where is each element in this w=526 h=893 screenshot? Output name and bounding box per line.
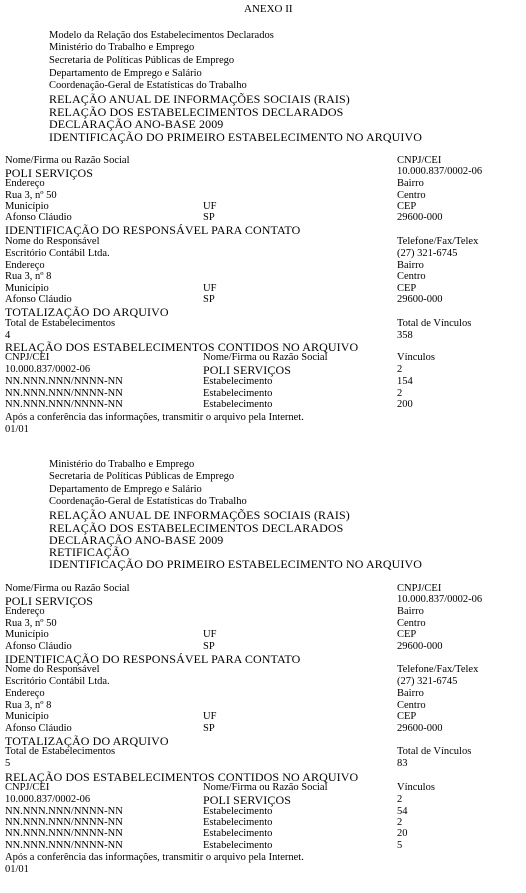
phone-label: Telefone/Fax/Telex: [397, 236, 479, 247]
header-line: Secretaria de Políticas Públicas de Emprego: [49, 471, 235, 482]
city-label: Município: [5, 283, 49, 294]
section-title: TOTALIZAÇÃO DO ARQUIVO: [5, 734, 169, 748]
cep-label: CEP: [397, 283, 417, 294]
header-title: IDENTIFICAÇÃO DO PRIMEIRO ESTABELECIMENTO NO ARQUIVO: [49, 130, 423, 144]
footer-note: Após a conferência das informações, transmitir o arquivo pela Internet.: [5, 412, 304, 423]
city-label: Município: [5, 711, 49, 722]
header-line: Ministério do Trabalho e Emprego: [49, 42, 195, 53]
name-label: Nome/Firma ou Razão Social: [5, 155, 130, 166]
section-title: TOTALIZAÇÃO DO ARQUIVO: [5, 305, 169, 319]
cnpj-label: CNPJ/CEI: [397, 583, 442, 594]
district-label: Bairro: [397, 606, 424, 617]
section-title: RELAÇÃO DOS ESTABELECIMENTOS CONTIDOS NO ARQUIVO: [5, 340, 359, 354]
establishment-city: Afonso Cláudio: [5, 641, 72, 652]
row-links: 5: [397, 840, 403, 851]
header-title: RELAÇÃO DOS ESTABELECIMENTOS DECLARADOS: [49, 521, 344, 535]
row-name: POLI SERVIÇOS: [203, 363, 292, 377]
responsible-label: Nome do Responsável: [5, 664, 100, 675]
contact-address: Rua 3, nº 8: [5, 700, 52, 711]
contact-district: Centro: [397, 700, 426, 711]
contact-cep: 29600-000: [397, 294, 443, 305]
section-title: IDENTIFICAÇÃO DO RESPONSÁVEL PARA CONTATO: [5, 223, 301, 237]
establishment-cnpj: 10.000.837/0002-06: [397, 594, 483, 605]
contact-phone: (27) 321-6745: [397, 248, 458, 259]
row-links: 54: [397, 806, 408, 817]
column-header: Nome/Firma ou Razão Social: [203, 352, 328, 363]
contact-uf: SP: [203, 723, 215, 734]
row-name: Estabelecimento: [203, 399, 273, 410]
district-label: Bairro: [397, 178, 424, 189]
establishment-cep: 29600-000: [397, 641, 443, 652]
row-name: Estabelecimento: [203, 828, 273, 839]
row-cnpj: NN.NNN.NNN/NNNN-NN: [5, 828, 123, 839]
establishment-name: POLI SERVIÇOS: [5, 166, 94, 180]
cnpj-label: CNPJ/CEI: [397, 155, 442, 166]
total-establishments-label: Total de Estabelecimentos: [5, 746, 116, 757]
header-line: Coordenação-Geral de Estatísticas do Trabalho: [49, 496, 247, 507]
city-label: Município: [5, 629, 49, 640]
row-links: 20: [397, 828, 408, 839]
establishment-address: Rua 3, nº 50: [5, 190, 57, 201]
row-name: Estabelecimento: [203, 817, 273, 828]
establishment-district: Centro: [397, 618, 426, 629]
column-header: Vínculos: [397, 352, 435, 363]
total-links-label: Total de Vínculos: [397, 746, 472, 757]
total-links-value: 83: [397, 758, 408, 769]
header-title: RELAÇÃO ANUAL DE INFORMAÇÕES SOCIAIS (RAIS): [49, 92, 350, 106]
establishment-district: Centro: [397, 190, 426, 201]
column-header: CNPJ/CEI: [5, 352, 50, 363]
city-label: Município: [5, 201, 49, 212]
contact-city: Afonso Cláudio: [5, 294, 72, 305]
total-establishments-value: 4: [5, 330, 11, 341]
name-label: Nome/Firma ou Razão Social: [5, 583, 130, 594]
uf-label: UF: [203, 711, 217, 722]
column-header: Nome/Firma ou Razão Social: [203, 782, 328, 793]
row-links: 2: [397, 794, 403, 805]
row-cnpj: NN.NNN.NNN/NNNN-NN: [5, 388, 123, 399]
establishment-name: POLI SERVIÇOS: [5, 594, 94, 608]
establishment-city: Afonso Cláudio: [5, 212, 72, 223]
contact-district: Centro: [397, 271, 426, 282]
district-label: Bairro: [397, 260, 424, 271]
cep-label: CEP: [397, 711, 417, 722]
establishment-uf: SP: [203, 641, 215, 652]
contact-phone: (27) 321-6745: [397, 676, 458, 687]
establishment-address: Rua 3, nº 50: [5, 618, 57, 629]
uf-label: UF: [203, 201, 217, 212]
responsible-name: Escritório Contábil Ltda.: [5, 676, 110, 687]
row-cnpj: 10.000.837/0002-06: [5, 794, 91, 805]
responsible-label: Nome do Responsável: [5, 236, 100, 247]
uf-label: UF: [203, 629, 217, 640]
cep-label: CEP: [397, 629, 417, 640]
header-title: DECLARAÇÃO ANO-BASE 2009: [49, 117, 224, 131]
address-label: Endereço: [5, 260, 45, 271]
section-title: IDENTIFICAÇÃO DO RESPONSÁVEL PARA CONTATO: [5, 652, 301, 666]
header-line: Modelo da Relação dos Estabelecimentos Declarados: [49, 30, 274, 41]
row-name: Estabelecimento: [203, 840, 273, 851]
row-cnpj: NN.NNN.NNN/NNNN-NN: [5, 817, 123, 828]
footer-note: Após a conferência das informações, transmitir o arquivo pela Internet.: [5, 852, 304, 863]
row-links: 200: [397, 399, 413, 410]
row-links: 2: [397, 817, 403, 828]
page-number: 01/01: [5, 424, 29, 435]
row-cnpj: NN.NNN.NNN/NNNN-NN: [5, 376, 123, 387]
row-cnpj: NN.NNN.NNN/NNNN-NN: [5, 399, 123, 410]
total-establishments-label: Total de Estabelecimentos: [5, 318, 116, 329]
header-line: Secretaria de Políticas Públicas de Emprego: [49, 55, 235, 66]
row-name: Estabelecimento: [203, 388, 273, 399]
annex-title: ANEXO II: [244, 3, 293, 15]
row-cnpj: NN.NNN.NNN/NNNN-NN: [5, 806, 123, 817]
row-cnpj: NN.NNN.NNN/NNNN-NN: [5, 840, 123, 851]
cep-label: CEP: [397, 201, 417, 212]
row-name: Estabelecimento: [203, 376, 273, 387]
row-links: 2: [397, 388, 403, 399]
establishment-cep: 29600-000: [397, 212, 443, 223]
header-title: RELAÇÃO DOS ESTABELECIMENTOS DECLARADOS: [49, 105, 344, 119]
address-label: Endereço: [5, 688, 45, 699]
header-line: Departamento de Emprego e Salário: [49, 68, 202, 79]
address-label: Endereço: [5, 178, 45, 189]
header-title: IDENTIFICAÇÃO DO PRIMEIRO ESTABELECIMENTO NO ARQUIVO: [49, 557, 423, 571]
contact-uf: SP: [203, 294, 215, 305]
row-links: 154: [397, 376, 413, 387]
phone-label: Telefone/Fax/Telex: [397, 664, 479, 675]
page-number: 01/01: [5, 864, 29, 875]
header-title: RELAÇÃO ANUAL DE INFORMAÇÕES SOCIAIS (RAIS): [49, 508, 350, 522]
column-header: CNPJ/CEI: [5, 782, 50, 793]
total-links-value: 358: [397, 330, 413, 341]
header-line: Ministério do Trabalho e Emprego: [49, 459, 195, 470]
row-cnpj: 10.000.837/0002-06: [5, 364, 91, 375]
header-title: DECLARAÇÃO ANO-BASE 2009: [49, 533, 224, 547]
section-title: RELAÇÃO DOS ESTABELECIMENTOS CONTIDOS NO ARQUIVO: [5, 770, 359, 784]
contact-address: Rua 3, nº 8: [5, 271, 52, 282]
address-label: Endereço: [5, 606, 45, 617]
establishment-cnpj: 10.000.837/0002-06: [397, 166, 483, 177]
total-links-label: Total de Vínculos: [397, 318, 472, 329]
row-links: 2: [397, 364, 403, 375]
header-line: Departamento de Emprego e Salário: [49, 484, 202, 495]
row-name: POLI SERVIÇOS: [203, 793, 292, 807]
uf-label: UF: [203, 283, 217, 294]
total-establishments-value: 5: [5, 758, 11, 769]
contact-city: Afonso Cláudio: [5, 723, 72, 734]
establishment-uf: SP: [203, 212, 215, 223]
responsible-name: Escritório Contábil Ltda.: [5, 248, 110, 259]
contact-cep: 29600-000: [397, 723, 443, 734]
district-label: Bairro: [397, 688, 424, 699]
row-name: Estabelecimento: [203, 806, 273, 817]
header-title: RETIFICAÇÃO: [49, 545, 130, 559]
header-line: Coordenação-Geral de Estatísticas do Trabalho: [49, 80, 247, 91]
column-header: Vínculos: [397, 782, 435, 793]
